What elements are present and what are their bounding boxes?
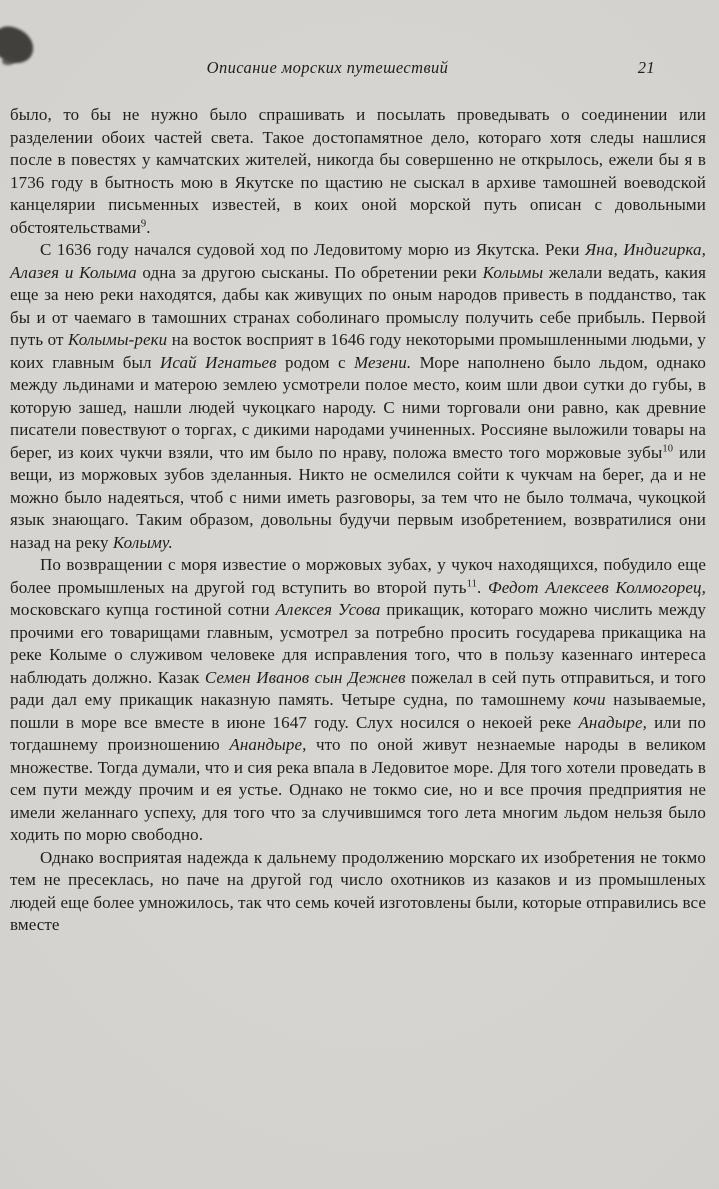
- paragraph: [10, 239, 706, 554]
- text-run: московскаго купца гостиной сотни: [10, 600, 276, 619]
- text-run: Федот Алексеев Колмогорец,: [487, 577, 706, 597]
- text-run: или по тогдашнему произношению: [10, 712, 706, 754]
- text-run: прикащик, котораго можно числить между прочими его товарищами главным, усмотрел за потребно просить государева прикащика на реке Колыме о служивом человеке для исправления того, что в пользу казеннаго интереса наблюдать должно. Казак: [10, 600, 706, 687]
- paragraph: [10, 104, 706, 239]
- body-text: [10, 104, 706, 937]
- running-title: Описание морских путешествий: [206, 58, 449, 77]
- text-run: Колымы: [482, 262, 544, 282]
- page-number: 21: [637, 58, 655, 77]
- text-run: что по оной живут незнаемые народы в великом множестве. Тогда думали, что и сия река впала в Ледовитое море. Для того хотели проведать в сем пути между прочим и ея устье. Однако не токмо сие, но и все прочия предприятия не имели желаннаго успеху, для того что за случившимся того лета многим льдом нельзя было ходить по морю свободно.: [10, 735, 706, 844]
- text-run: С 1636 году начался судовой ход по Ледовитому морю из Якутска. Реки: [40, 240, 586, 259]
- text-run: одна за другою сысканы. По обретении реки: [136, 262, 483, 282]
- text-run: было, то бы не нужно было спрашивать и посылать проведывать о соединении или разделении обоих частей света. Такое достопамятное дело, котораго хотя следы нашлися после в повестях у камчатских жителей, никогда бы совершенно не открылось, ежели бы я в 1736 году в бытность мою в Якутске по щастию не сыскал в архиве тамошней воеводской канцелярии письменных известей, в коих оной морской путь описан с довольными обстоятельствами: [10, 105, 706, 237]
- text-run: Анадыре,: [578, 712, 647, 732]
- text-run: родом с: [276, 352, 354, 372]
- text-run: Анандыре,: [229, 735, 307, 754]
- text-run: на восток восприят в 1646 году некоторыми промышленными людьми, у коих главным был: [10, 330, 706, 372]
- paragraph: [10, 847, 706, 937]
- text-run: Алексея Усова: [275, 600, 381, 619]
- text-run: Колымы-реки: [67, 330, 168, 349]
- text-run: желали ведать, какия еще за нею реки находятся, дабы как живущих по оным народов привесть в подданство, так бы и от чаемаго в тамошних странах соболинаго промыслу получить себе прибыль. Первой путь от: [10, 262, 706, 349]
- text-run: Колыму.: [112, 532, 173, 552]
- text-run: Однако восприятая надежда к дальнему продолжению морскаго их изобретения не токмо тем не пресеклась, но паче на другой год число охотников из казаков и из промышленых людей еще более умножилось, так что семь кочей изготовлены были, которые отправились все вместе: [10, 847, 706, 934]
- paragraph: [10, 554, 706, 847]
- text-run: пожелал в сей путь отправиться, и того ради дал ему прикащик наказную память. Четыре судна, по тамошнему: [10, 667, 706, 709]
- endnote-reference: 9: [140, 217, 147, 229]
- text-run: Море наполнено было льдом, однако между льдинами и матерою землею усмотрели полое место, коим шли двои сутки до губы, в которую зашед, нашли людей чукоцкаго народу. С ними торговали они равно, как древние писатели повествуют о торгах, с дикими народами учиненных. Россияне выложили товары на берег, из коих чукчи взяли, что им было по нраву, положа вместо того моржовые зубы: [10, 352, 706, 462]
- text-run: По возвращении с моря известие о моржовых зубах, у чукоч находящихся, побудило еще более промышленых на другой год вступить во второй путь: [10, 555, 706, 597]
- page-header: [10, 58, 705, 82]
- text-run: называемые, пошли в море все вместе в июне 1647 году. Слух носился о некоей реке: [10, 690, 706, 732]
- text-run: .: [477, 577, 488, 597]
- text-run: кочи: [573, 690, 606, 709]
- text-run: Исай Игнатьев: [159, 352, 277, 372]
- text-run: Мезени.: [353, 352, 412, 372]
- endnote-reference: 11: [466, 577, 477, 589]
- text-run: Семен Иванов сын Дежнев: [204, 667, 406, 687]
- text-run: .: [146, 217, 151, 237]
- text-run: Яна, Индигирка, Алазея и Колыма: [10, 240, 707, 282]
- text-run: или вещи, из моржовых зубов зделанныя. Никто не осмелился сойти к чукчам на берег, да и не можно было надеяться, чтоб с ними иметь разговоры, за тем что не было толмача, чукоцкой язык знающаго. Таким образом, довольны будучи первым изобретением, возвратилися они назад на реку: [10, 442, 706, 552]
- endnote-reference: 10: [662, 442, 674, 454]
